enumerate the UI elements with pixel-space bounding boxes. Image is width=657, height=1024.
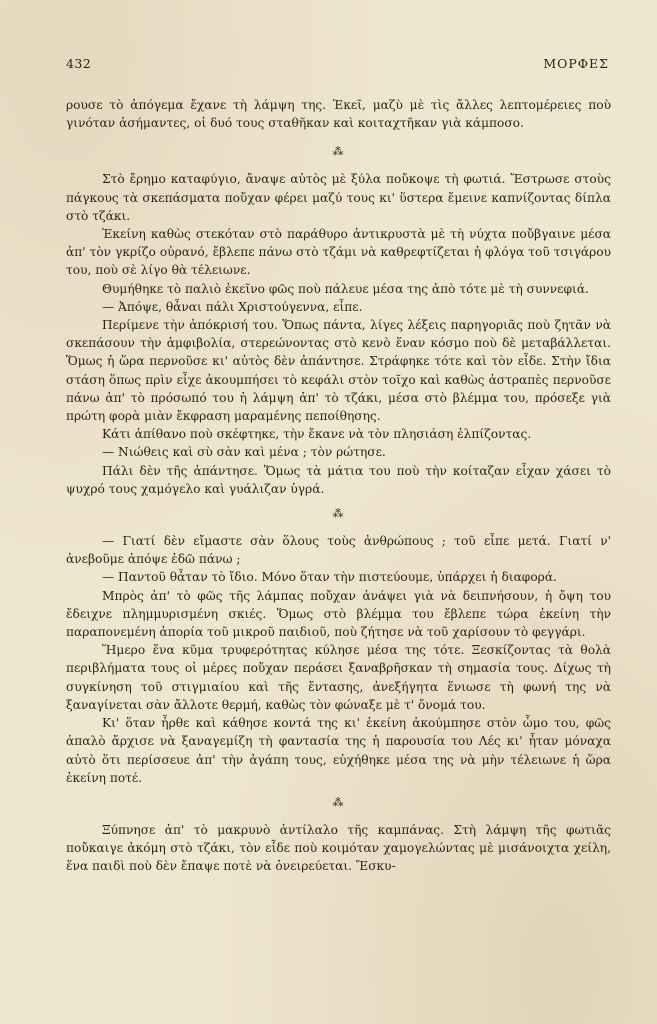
paragraph: — Νιώθεις καὶ σὺ σὰν καὶ μένα ; τὸν ρώτησε. xyxy=(102,445,386,460)
paragraph: Μπρὸς ἀπ' τὸ φῶς τῆς λάμπας ποὔχαν ἀνάψει γιὰ νὰ δειπνήσουν, ἡ ὄψη του ἔδειχνε πλημμυρισμένη σκιές. Ὅμως στὸ βλέμμα του ἔβλεπε τώρα ἐκείνη τὴν παραπονεμένη ἀπορία τοῦ μικροῦ παιδιοῦ, ποὺ ζήτησε νὰ τοῦ χαρίσουν τὸ φεγγάρι. xyxy=(66,588,611,640)
paragraph: Ἥμερο ἕνα κῦμα τρυφερότητας κύλησε μέσα της τότε. Ξεσκίζοντας τὰ θολὰ περιβλήματα τους οἱ μέρες ποὔχαν περάσει ξαναβρῆσκαν τὴ σημασία τους. Δίχως τὴ συγκίνηση τοῦ στιγμιαίου καὶ τῆς ἔντασης, ἀνεξήγητα ἕνιωσε τὴ φωνή της νὰ ξαναγίνεται σὰν ἄλλοτε θερμή, καθὼς τὸν φώναξε μὲ τ' ὄνομά του. xyxy=(66,643,611,712)
page-header xyxy=(66,56,609,74)
paragraph: Κάτι ἀπίθανο ποὺ σκέφτηκε, τὴν ἔκανε νὰ τὸν πλησιάση ἐλπίζοντας. xyxy=(102,427,532,442)
page-number: 432 xyxy=(66,56,92,71)
section-separator: ⁂ xyxy=(332,507,345,521)
paragraph: — Παντοῦ θἆταν τὸ ἴδιο. Μόνο ὅταν τὴν πιστεύουμε, ὑπάρχει ἡ διαφορά. xyxy=(102,570,557,585)
paragraph: — Ἀπόψε, θἆναι πάλι Χριστούγεννα, εἶπε. xyxy=(102,299,363,314)
running-title: ΜΟΡΦΕΣ xyxy=(543,56,609,71)
paragraph: Περίμενε τὴν ἀπόκρισή του. Ὅπως πάντα, λίγες λέξεις παρηγοριᾶς ποὺ ζητᾶν νὰ σκεπάσουν τὴν ἀμφιβολία, στερεώνοντας στὸ κενὸ ἕναν κόσμο ποὺ δὲ μεταβάλλεται. Ὅμως ἡ ὥρα περνοῦσε κι' αὐτὸς δὲν ἀπάντησε. Στράφηκε τότε καὶ τὸν εἶδε. Στὴν ἴδια στάση ὅπως πρὶν εἶχε ἀκουμπήσει τὸ κεφάλι στὸν τοῖχο καὶ καθὼς ἀστραπὲς περνοῦσε πάνω ἀπ' τὸ πρόσωπό του ἡ λάμψη ἀπ' τὸ τζάκι, μέσα στὸ βλέμμα του, πρόσεξε γιὰ πρώτη φορὰ μιὰν ἔκφραση μαραμένης πεποίθησης. xyxy=(66,318,611,424)
paragraph: Πάλι δὲν τῆς ἀπάντησε. Ὅμως τὰ μάτια του ποὺ τὴν κοίταζαν εἶχαν χάσει τὸ ψυχρό τους χαμόγελο καὶ γυάλιζαν ὑγρά. xyxy=(66,463,611,496)
paragraph: ρουσε τὸ ἀπόγεμα ἔχανε τὴ λάμψη της. Ἐκεῖ, μαζὺ μὲ τὶς ἄλλες λεπτομέρειες ποὺ γινόταν ἀσήμαντες, οἱ δυό τους σταθῆκαν καὶ κοιταχτῆκαν γιὰ κάμποσο. xyxy=(66,98,611,131)
paragraph: — Γιατί δὲν εἴμαστε σὰν ὅλους τοὺς ἀνθρώπους ; τοῦ εἶπε μετά. Γιατί ν' ἀνεβοῦμε ἀπόψε ἐδῶ πάνω ; xyxy=(66,534,611,567)
section-separator: ⁂ xyxy=(332,795,345,809)
body-text xyxy=(66,96,611,876)
paragraph: Θυμήθηκε τὸ παλιὸ ἐκεῖνο φῶς ποὺ πάλευε μέσα της ἀπὸ τότε μὲ τὴ συννεφιά. xyxy=(102,281,589,296)
paragraph: Ξύπνησε ἀπ' τὸ μακρυνὸ ἀντίλαλο τῆς καμπάνας. Στὴ λάμψη τῆς φωτιᾶς ποὔκαιγε ἀκόμη στὸ τζάκι, τὸν εἶδε ποὺ κοιμόταν χαμογελώντας μὲ μισάνοιχτα χείλη, ἕνα παιδὶ ποὺ δὲν ἔπαψε ποτὲ νὰ ὀνειρεύεται. Ἔσκυ- xyxy=(66,822,611,874)
section-separator: ⁂ xyxy=(332,145,345,159)
paragraph: Ἐκείνη καθὼς στεκόταν στὸ παράθυρο ἀντικρυστὰ μὲ τὴ νύχτα ποὔβγαινε μέσα ἀπ' τὸν γκρίζο οὐρανό, ἔβλεπε πάνω στὸ τζάμι νὰ καθρεφτίζεται ἡ φλόγα τοῦ τσιγάρου του, ποὺ σὲ λίγο θὰ τέλειωνε. xyxy=(66,227,611,278)
paragraph: Κι' ὅταν ἦρθε καὶ κάθησε κοντά της κι' ἐκείνη ἀκούμπησε στὸν ὦμο του, φῶς ἁπαλὸ ἄρχισε νὰ ξαναγεμίζη τὴ φαντασία της ἡ παρουσία του Λές κι' ἦταν μόναχα αὐτὸ ὅτι περίσσευε ἀπ' τὴν ἀγάπη τους, εὐχήθηκε μέσα της νὰ μὴν τέλειωνε ἡ ὥρα ἐκείνη ποτέ. xyxy=(66,716,611,785)
paragraph: Στὸ ἔρημο καταφύγιο, ἄναψε αὐτὸς μὲ ξύλα ποὔκοψε τὴ φωτιά. Ἔστρωσε στοὺς πάγκους τὰ σκεπάσματα ποὔχαν φέρει μαζύ τους κι' ὕστερα ἔμεινε καπνίζοντας δίπλα στὸ τζάκι. xyxy=(66,172,611,223)
